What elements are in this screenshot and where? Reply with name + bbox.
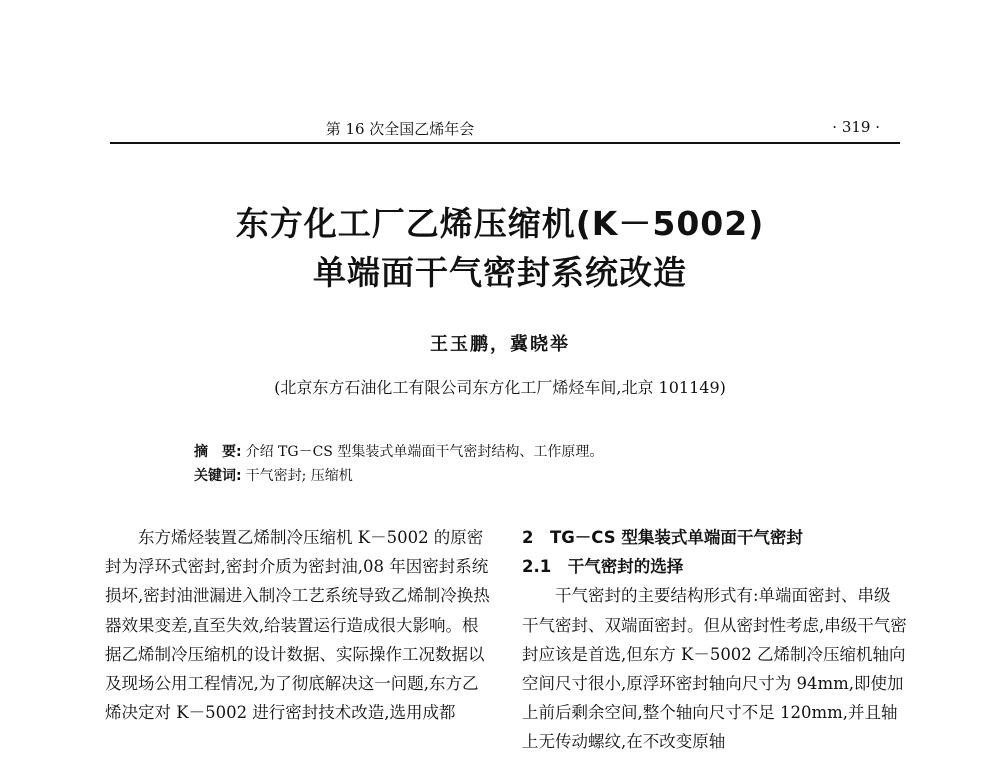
paper-title-line-1: 东方化工厂乙烯压缩机(K－5002): [235, 204, 765, 243]
left-column: [105, 523, 490, 727]
abstract: [194, 441, 603, 461]
body-paragraph: 干气密封的主要结构形式有:单端面密封、串级干气密封、双端面密封。但从密封性考虑,串级干气密封应该是首选,但东方 K－5002 乙烯制冷压缩机轴向空间尺寸很小,原浮环密封轴向尺寸为 94mm,即使加上前后剩余空间,整个轴向尺寸不足 120mm,并且轴上无传动螺纹,在不改变原轴: [522, 586, 907, 752]
running-header: [110, 116, 900, 140]
affiliation: (北京东方石油化工有限公司东方化工厂烯烃车间,北京 101149): [274, 378, 726, 397]
keywords-label: 关键词:: [194, 468, 242, 484]
abstract-label: 摘 要:: [194, 444, 242, 460]
body-paragraph: 东方烯烃装置乙烯制冷压缩机 K－5002 的原密封为浮环式密封,密封介质为密封油,08 年因密封系统损坏,密封油泄漏进入制冷工艺系统导致乙烯制冷换热器效果变差,直至失效,给装置运行造成很大影响。根据乙烯制冷压缩机的设计数据、实际操作工况数据以及现场公用工程情况,为了彻底解决这一问题,东方乙烯决定对 K－5002 进行密封技术改造,选用成都: [105, 528, 490, 723]
keywords: [194, 465, 353, 485]
header-rule: [110, 142, 900, 144]
abstract-text: 介绍 TG－CS 型集装式单端面干气密封结构、工作原理。: [245, 444, 604, 460]
page-number: · 319 ·: [832, 118, 880, 136]
keywords-text: 干气密封; 压缩机: [245, 468, 353, 484]
section-heading: 2 TG－CS 型集装式单端面干气密封: [522, 528, 803, 547]
paper-title-line-2: 单端面干气密封系统改造: [313, 253, 687, 292]
authors: 王玉鹏，冀晓举: [430, 334, 570, 355]
conference-name: 第 16 次全国乙烯年会: [325, 120, 475, 138]
right-column: [522, 523, 907, 757]
subsection-heading: 2.1 干气密封的选择: [522, 557, 684, 577]
